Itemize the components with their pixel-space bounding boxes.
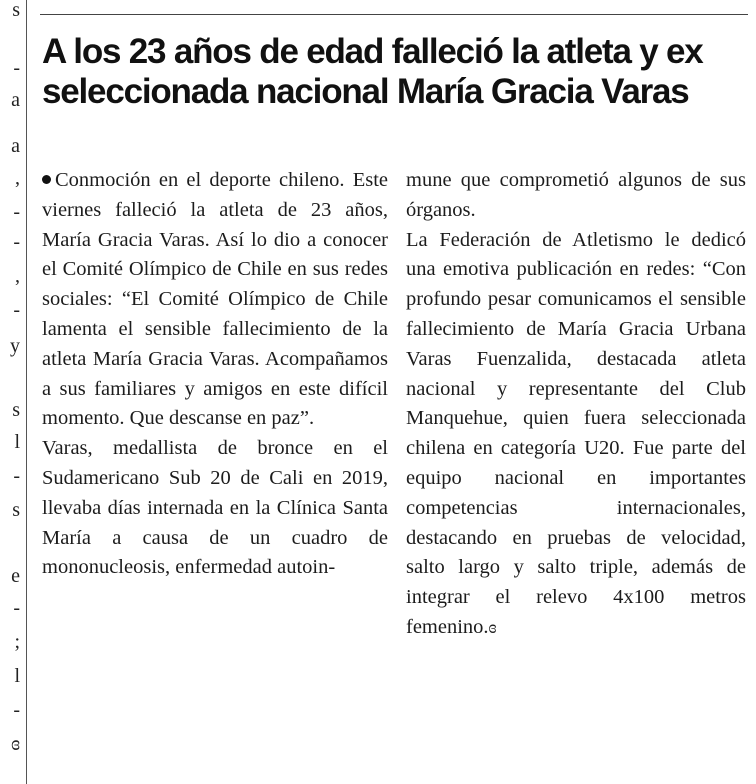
previous-column-char: l (14, 431, 20, 453)
previous-column-char: - (13, 465, 20, 487)
paragraph-2-continued: mune que comprometió algunos de sus órganos. (406, 169, 746, 221)
previous-column-char: a (11, 89, 20, 111)
column-divider (26, 0, 27, 784)
paragraph-1 (42, 166, 388, 434)
previous-column-char: - (13, 299, 20, 321)
previous-column-char: y (10, 335, 20, 357)
previous-column-fragment (0, 0, 24, 784)
paragraph-1-text: Conmoción en el deporte chileno. Este viernes falleció la atleta de 23 años, María Gracia Varas. Así lo dio a conocer el Comité Olímpico de Chile en sus redes sociales: “El Comité Olímpico de Chile lamenta el sensible fallecimiento de la atleta María Gracia Varas. Acompañamos a sus familiares y amigos en este difícil momento. Que descanse en paz”. (42, 169, 388, 430)
paragraph-2: Varas, medallista de bronce en el Sudamericano Sub 20 de Cali en 2019, llevaba días internada en la Clínica Santa María a causa de un cuadro de mononucleosis, enfermedad autoin- (42, 437, 388, 579)
previous-column-char: s (12, 399, 20, 421)
previous-column-char: l (14, 665, 20, 687)
end-mark-icon: ɞ (488, 616, 497, 637)
paragraph-3 (406, 226, 746, 643)
previous-column-char: s (12, 0, 20, 21)
previous-column-char: a (11, 135, 20, 157)
article-column-1 (42, 166, 388, 583)
previous-column-char: - (13, 231, 20, 253)
article-column-2 (406, 166, 746, 643)
previous-column-char: - (13, 597, 20, 619)
previous-column-char: - (13, 201, 20, 223)
previous-column-char: ; (14, 631, 20, 653)
top-rule (40, 14, 748, 15)
previous-column-char: , (15, 265, 20, 287)
previous-column-char: , (15, 167, 20, 189)
previous-column-char: ɞ (11, 733, 20, 755)
article-headline: A los 23 años de edad falleció la atleta y ex seleccionada nacional María Gracia Varas (42, 32, 703, 111)
previous-column-char: - (13, 699, 20, 721)
previous-column-char: s (12, 499, 20, 521)
previous-column-char: - (13, 57, 20, 79)
bullet-icon (42, 175, 51, 184)
previous-column-char: e (11, 565, 20, 587)
paragraph-3-text: La Federación de Atletismo le dedicó una emotiva publicación en redes: “Con profundo pesar comunicamos el sensible fallecimiento de María Gracia Urbana Varas Fuenzalida, destacada atleta nacional y representante del Club Manquehue, quien fuera seleccionada chilena en categoría U20. Fue parte del equipo nacional en importantes competencias internacionales, destacando en pruebas de velocidad, salto largo y salto triple, además de integrar el relevo 4x100 metros femenino. (406, 228, 746, 638)
